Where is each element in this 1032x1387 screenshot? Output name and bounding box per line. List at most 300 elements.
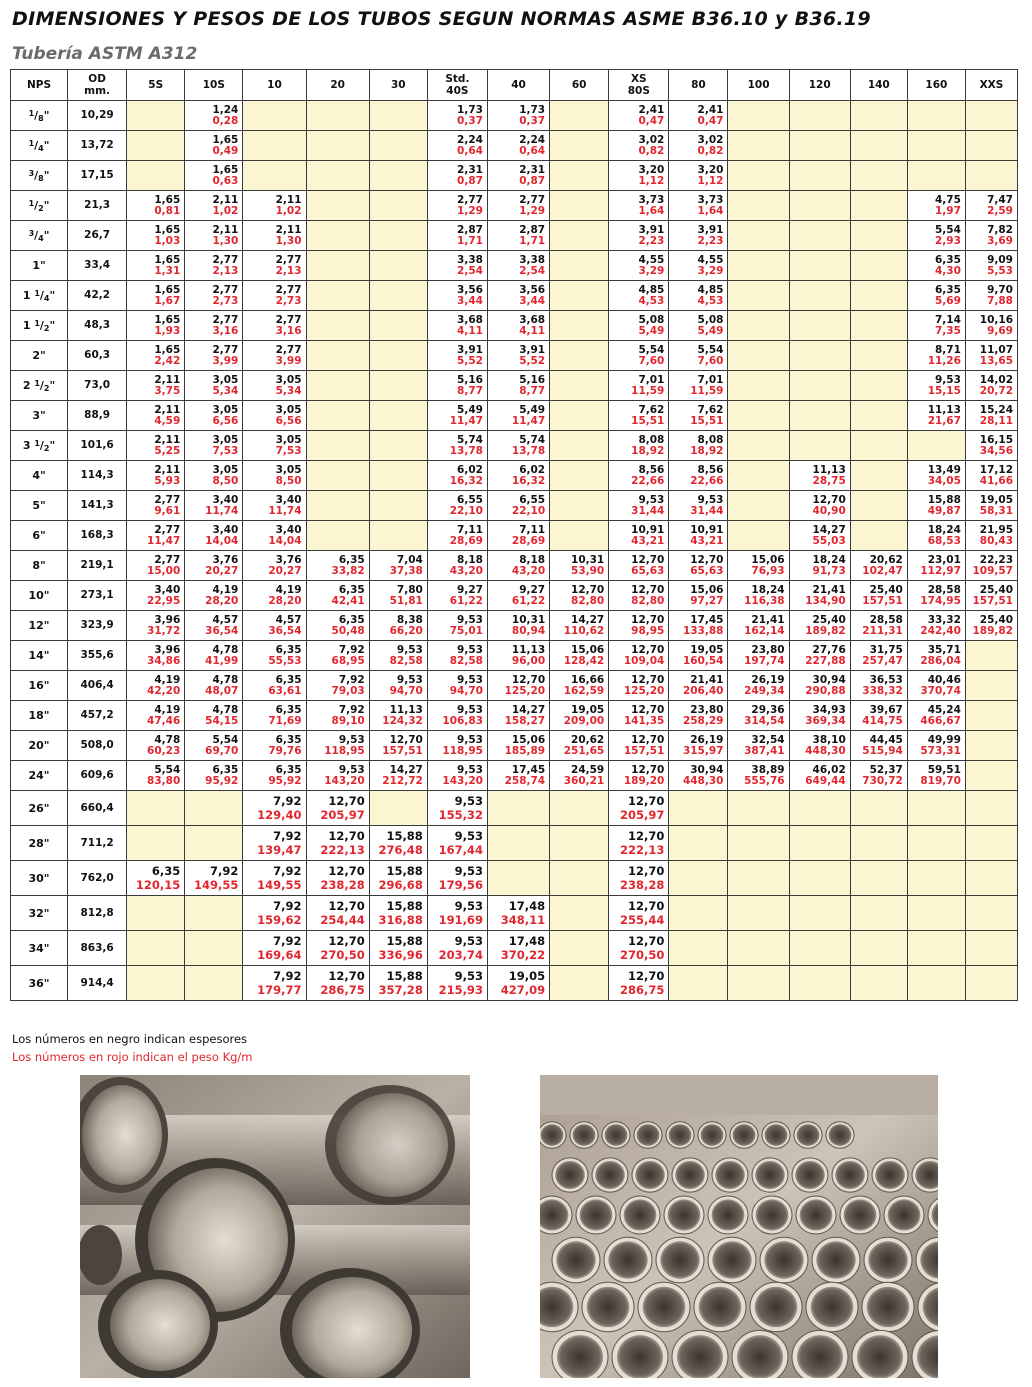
pipe-bore [555,1161,585,1189]
weight-value: 205,97 [320,808,365,822]
thickness-value: 1,65 [154,253,181,266]
column-header: 160 [907,70,965,101]
empty-cell [487,826,549,861]
value-cell [789,581,850,611]
thickness-value: 12,70 [627,934,665,948]
weight-value: 174,95 [920,594,961,607]
thickness-value: 3,05 [275,463,302,476]
thickness-value: 1,65 [154,313,181,326]
empty-cell [965,761,1017,791]
empty-cell [789,431,850,461]
weight-value: 348,11 [500,913,546,927]
value-cell [965,221,1017,251]
weight-value: 11,59 [631,384,665,397]
value-cell [728,701,789,731]
weight-value: 82,80 [571,594,605,607]
weight-value: 116,38 [744,594,785,607]
value-cell [306,931,369,966]
value-cell [789,641,850,671]
thickness-value: 2,11 [275,193,302,206]
thickness-value: 9,53 [454,899,483,913]
weight-value: 209,00 [563,714,605,727]
od-cell: 219,1 [68,551,127,581]
value-cell [907,611,965,641]
pipe-dimensions-table [10,69,1018,1001]
thickness-value: 12,70 [631,733,665,746]
value-cell [427,731,487,761]
pipe-bore [617,1335,663,1378]
value-cell [850,731,907,761]
empty-cell [850,131,907,161]
thickness-value: 17,48 [508,899,546,913]
thickness-value: 8,71 [934,343,961,356]
weight-value: 22,95 [147,594,181,607]
page-subtitle: Tubería ASTM A312 [12,44,198,64]
weight-value: 286,75 [320,983,365,997]
pipe-bore [668,1199,701,1230]
thickness-value: 3,96 [154,613,181,626]
weight-value: 80,43 [979,534,1013,547]
column-header: 30 [369,70,427,101]
thickness-value: 14,27 [812,523,846,536]
thickness-value: 1,65 [154,223,181,236]
od-cell: 168,3 [68,521,127,551]
column-header: NPS [11,70,68,101]
thickness-value: 7,11 [457,523,483,536]
empty-cell [728,491,789,521]
weight-value: 238,28 [619,878,665,892]
weight-value: 129,40 [257,808,302,822]
table-row [11,341,1018,371]
weight-value: 0,82 [697,144,724,157]
thickness-value: 15,24 [979,403,1013,416]
weight-value: 1,71 [519,234,546,247]
thickness-value: 6,35 [338,583,365,596]
value-cell [185,581,243,611]
thickness-value: 16,15 [979,433,1013,446]
weight-value: 5,52 [457,354,483,367]
column-header: Std. 40S [427,70,487,101]
weight-value: 47,46 [147,714,181,727]
empty-cell [550,251,609,281]
empty-cell [728,101,789,131]
empty-cell [306,131,369,161]
value-cell [185,671,243,701]
weight-value: 157,51 [862,594,903,607]
thickness-value: 9,53 [338,763,365,776]
value-cell [907,731,965,761]
weight-value: 149,55 [257,878,302,892]
value-cell [487,931,549,966]
value-cell [728,731,789,761]
thickness-value: 9,53 [457,613,483,626]
weight-value: 555,76 [744,774,785,787]
value-cell [609,221,669,251]
pipe-bore [797,1124,820,1146]
weight-value: 0,87 [519,174,546,187]
weight-value: 167,44 [438,843,483,857]
value-cell [427,371,487,401]
value-cell [965,521,1017,551]
thickness-value: 4,19 [154,703,181,716]
value-cell [306,671,369,701]
empty-cell [850,101,907,131]
value-cell [907,461,965,491]
od-cell: 10,29 [68,101,127,131]
weight-value: 203,74 [438,948,483,962]
value-cell [427,826,487,861]
value-cell [965,491,1017,521]
thickness-value: 2,77 [275,343,302,356]
value-cell [609,896,669,931]
value-cell [669,761,728,791]
thickness-value: 28,58 [927,583,961,596]
thickness-value: 2,11 [212,223,239,236]
weight-value: 158,27 [504,714,546,727]
thickness-value: 12,70 [511,673,546,686]
empty-cell [550,401,609,431]
thickness-value: 15,06 [511,733,546,746]
od-cell: 355,6 [68,641,127,671]
table-row [11,371,1018,401]
empty-cell [789,131,850,161]
value-cell [185,191,243,221]
table-row [11,401,1018,431]
weight-value: 60,23 [147,744,181,757]
empty-cell [127,791,185,826]
value-cell [669,281,728,311]
weight-value: 58,31 [979,504,1013,517]
pipe-bore [715,1161,745,1189]
weight-value: 98,95 [631,624,665,637]
value-cell [306,861,369,896]
pipe-bore [669,1124,692,1146]
nps-fraction: 3 $^1/_2$" [22,438,56,453]
weight-value: 141,35 [623,714,665,727]
value-cell [369,931,427,966]
weight-value: 251,65 [563,744,605,757]
thickness-value: 15,06 [690,583,724,596]
thickness-value: 3,05 [275,373,302,386]
empty-cell [850,191,907,221]
thickness-value: 9,53 [454,864,483,878]
value-cell [965,191,1017,221]
thickness-value: 9,53 [457,643,483,656]
empty-cell [907,931,965,966]
thickness-value: 4,85 [638,283,665,296]
weight-value: 819,70 [920,774,961,787]
thickness-value: 13,49 [927,463,961,476]
thickness-value: 23,80 [690,703,724,716]
empty-cell [789,791,850,826]
weight-value: 315,97 [682,744,724,757]
thickness-value: 11,07 [979,343,1013,356]
weight-value: 3,29 [638,264,665,277]
weight-value: 13,78 [449,444,483,457]
value-cell [427,701,487,731]
value-cell [306,761,369,791]
weight-value: 28,69 [449,534,483,547]
value-cell [127,491,185,521]
value-cell [907,551,965,581]
thickness-value: 35,71 [927,643,961,656]
value-cell [487,491,549,521]
thickness-value: 4,19 [212,583,239,596]
value-cell [427,966,487,1001]
value-cell [907,671,965,701]
thickness-value: 4,57 [275,613,302,626]
empty-cell [127,131,185,161]
empty-cell [728,931,789,966]
nps-cell: 10" [11,581,68,611]
empty-cell [550,311,609,341]
pipe-bore [637,1124,660,1146]
weight-value: 1,12 [697,174,724,187]
thickness-value: 4,55 [697,253,724,266]
weight-value: 15,51 [631,414,665,427]
value-cell [850,581,907,611]
thickness-value: 5,54 [154,763,181,776]
value-cell [243,281,306,311]
weight-value: 157,51 [623,744,665,757]
weight-value: 338,32 [862,684,903,697]
weight-value: 1,71 [457,234,483,247]
column-header: 120 [789,70,850,101]
thickness-value: 3,40 [275,523,302,536]
column-header: 80 [669,70,728,101]
pipe-bore [699,1287,742,1328]
value-cell [669,131,728,161]
thickness-value: 3,76 [275,553,302,566]
thickness-value: 3,05 [275,403,302,416]
column-header: 20 [306,70,369,101]
thickness-value: 7,92 [273,829,302,843]
empty-cell [965,671,1017,701]
thickness-value: 3,91 [638,223,665,236]
thickness-value: 3,40 [212,493,239,506]
thickness-value: 12,70 [328,794,365,808]
value-cell [609,671,669,701]
thickness-value: 9,53 [457,763,483,776]
thickness-value: 10,31 [511,613,546,626]
weight-value: 270,50 [619,948,665,962]
empty-cell [127,931,185,966]
thickness-value: 9,53 [457,733,483,746]
thickness-value: 7,62 [638,403,665,416]
value-cell [127,251,185,281]
weight-value: 0,49 [212,144,239,157]
nps-cell [11,281,68,311]
empty-cell [728,826,789,861]
table-row [11,221,1018,251]
value-cell [243,641,306,671]
value-cell [185,861,243,896]
weight-value: 61,22 [449,594,483,607]
value-cell [243,611,306,641]
thickness-value: 7,04 [396,553,423,566]
empty-cell [728,461,789,491]
value-cell [965,431,1017,461]
value-cell [487,581,549,611]
thickness-value: 7,62 [697,403,724,416]
thickness-value: 3,20 [638,163,665,176]
empty-cell [669,861,728,896]
value-cell [609,761,669,791]
weight-value: 4,11 [457,324,483,337]
value-cell [127,191,185,221]
value-cell [427,131,487,161]
thickness-value: 12,70 [328,899,365,913]
weight-value: 55,03 [812,534,846,547]
value-cell [427,281,487,311]
thickness-value: 2,24 [457,133,483,146]
value-cell [789,611,850,641]
thickness-value: 15,06 [751,553,785,566]
thickness-value: 1,65 [154,193,181,206]
pipe-bore [712,1241,751,1278]
thickness-value: 9,70 [987,283,1013,296]
thickness-value: 15,06 [571,643,605,656]
table-row [11,491,1018,521]
value-cell [185,281,243,311]
weight-value: 80,94 [511,624,546,637]
empty-cell [789,826,850,861]
thickness-value: 3,91 [697,223,724,236]
weight-value: 48,07 [205,684,239,697]
weight-value: 53,90 [571,564,605,577]
thickness-value: 46,02 [812,763,846,776]
weight-value: 1,97 [934,204,961,217]
thickness-value: 15,88 [386,864,423,878]
thickness-value: 12,70 [631,703,665,716]
pipe-bore [867,1287,910,1328]
thickness-value: 6,02 [519,463,546,476]
value-cell [185,641,243,671]
value-cell [127,551,185,581]
value-cell [243,461,306,491]
thickness-value: 3,91 [457,343,483,356]
value-cell [669,251,728,281]
weight-value: 257,47 [862,654,903,667]
thickness-value: 21,41 [751,613,785,626]
pipe-bore [573,1124,596,1146]
value-cell [609,931,669,966]
empty-cell [850,251,907,281]
thickness-value: 12,70 [328,969,365,983]
empty-cell [728,896,789,931]
thickness-value: 2,77 [275,253,302,266]
thickness-value: 15,88 [386,934,423,948]
thickness-value: 27,76 [812,643,846,656]
pipe-bore [675,1161,705,1189]
value-cell [369,761,427,791]
thickness-value: 9,53 [454,969,483,983]
value-cell [487,281,549,311]
thickness-value: 7,14 [934,313,961,326]
empty-cell [243,161,306,191]
weight-value: 20,27 [205,564,239,577]
weight-value: 68,95 [331,654,365,667]
weight-value: 4,53 [697,294,724,307]
thickness-value: 6,35 [275,703,302,716]
pipe-bore [800,1199,833,1230]
thickness-value: 5,16 [519,373,546,386]
pipe-bore [541,1124,564,1146]
weight-value: 143,20 [442,774,483,787]
weight-value: 149,55 [193,878,239,892]
thickness-value: 31,75 [869,643,903,656]
value-cell [965,551,1017,581]
empty-cell [850,401,907,431]
weight-value: 11,47 [147,534,181,547]
thickness-value: 14,27 [571,613,605,626]
thickness-value: 10,91 [631,523,665,536]
od-cell: 457,2 [68,701,127,731]
weight-value: 16,32 [449,474,483,487]
value-cell [243,581,306,611]
empty-cell [550,191,609,221]
value-cell [243,191,306,221]
weight-value: 3,75 [154,384,181,397]
weight-value: 179,56 [438,878,483,892]
thickness-value: 9,27 [519,583,546,596]
weight-value: 3,44 [457,294,483,307]
thickness-value: 12,70 [627,969,665,983]
thickness-value: 19,05 [571,703,605,716]
empty-cell [550,341,609,371]
table-row [11,461,1018,491]
nps-cell: 32" [11,896,68,931]
column-header: XS 80S [609,70,669,101]
value-cell [965,251,1017,281]
thickness-value: 12,70 [631,613,665,626]
value-cell [127,731,185,761]
value-cell [728,551,789,581]
thickness-value: 9,53 [454,794,483,808]
weight-value: 43,21 [631,534,665,547]
value-cell [243,671,306,701]
weight-value: 191,69 [438,913,483,927]
thickness-value: 9,53 [454,829,483,843]
thickness-value: 2,77 [275,313,302,326]
weight-value: 71,69 [268,714,302,727]
weight-value: 134,90 [805,594,846,607]
value-cell [669,221,728,251]
value-cell [127,221,185,251]
empty-cell [306,491,369,521]
weight-value: 65,63 [631,564,665,577]
thickness-value: 4,78 [154,733,181,746]
table-row [11,611,1018,641]
value-cell [127,431,185,461]
value-cell [669,311,728,341]
thickness-value: 4,57 [212,613,239,626]
empty-cell [243,101,306,131]
thickness-value: 15,88 [386,899,423,913]
weight-value: 369,34 [805,714,846,727]
weight-value: 8,50 [275,474,302,487]
weight-value: 15,15 [927,384,961,397]
empty-cell [369,371,427,401]
weight-value: 5,53 [987,264,1013,277]
value-cell [487,671,549,701]
value-cell [669,701,728,731]
empty-cell [907,161,965,191]
weight-value: 3,99 [275,354,302,367]
thickness-value: 6,35 [212,763,239,776]
od-cell: 42,2 [68,281,127,311]
empty-cell [789,931,850,966]
